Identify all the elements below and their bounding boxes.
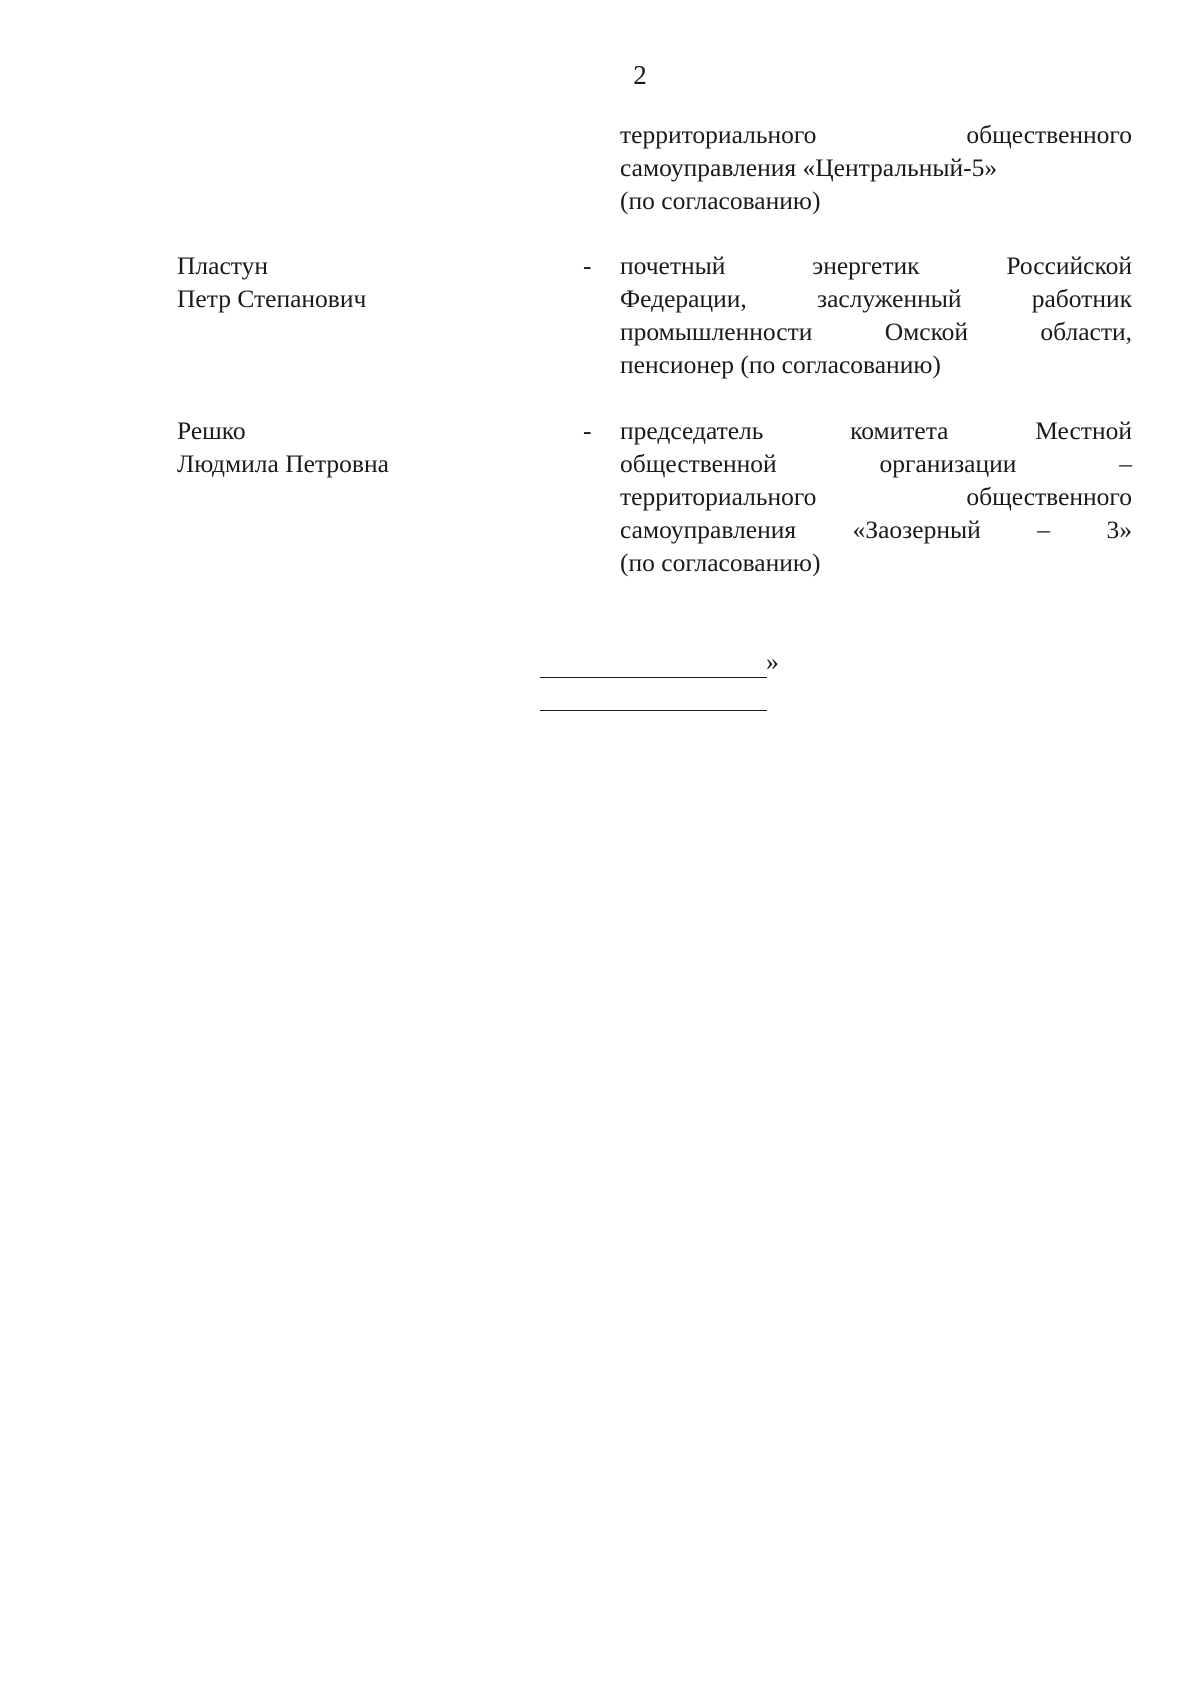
- description-line: почетный энергетик Российской: [620, 251, 1132, 280]
- description-line: общественной организации –: [620, 449, 1132, 478]
- continuation-description: [620, 118, 1132, 217]
- description-line: (по согласованию): [620, 186, 821, 215]
- description-line: Федерации, заслуженный работник: [620, 284, 1132, 313]
- member-name: [177, 414, 389, 480]
- description-line: промышленности Омской области,: [620, 317, 1132, 346]
- closing-quote: »: [766, 647, 779, 676]
- closing-underline: [540, 710, 767, 711]
- description-line: пенсионер (по согласованию): [620, 350, 941, 379]
- member-surname: Пластун: [177, 251, 268, 280]
- member-name: [177, 249, 366, 315]
- description-line: (по согласованию): [620, 548, 821, 577]
- member-description: [620, 414, 1132, 579]
- member-dash: -: [583, 416, 592, 445]
- page-number: 2: [633, 60, 647, 90]
- member-surname: Решко: [177, 416, 246, 445]
- description-line: самоуправления «Заозерный – 3»: [620, 515, 1132, 544]
- member-given-names: Петр Степанович: [177, 284, 367, 313]
- description-line: председатель комитета Местной: [620, 416, 1132, 445]
- description-line: территориального общественного: [620, 120, 1132, 149]
- member-dash: -: [583, 251, 592, 280]
- closing-underline: [540, 677, 767, 678]
- member-description: [620, 249, 1132, 381]
- description-line: самоуправления «Центральный-5»: [620, 153, 998, 182]
- description-line: территориального общественного: [620, 482, 1132, 511]
- member-given-names: Людмила Петровна: [177, 449, 389, 478]
